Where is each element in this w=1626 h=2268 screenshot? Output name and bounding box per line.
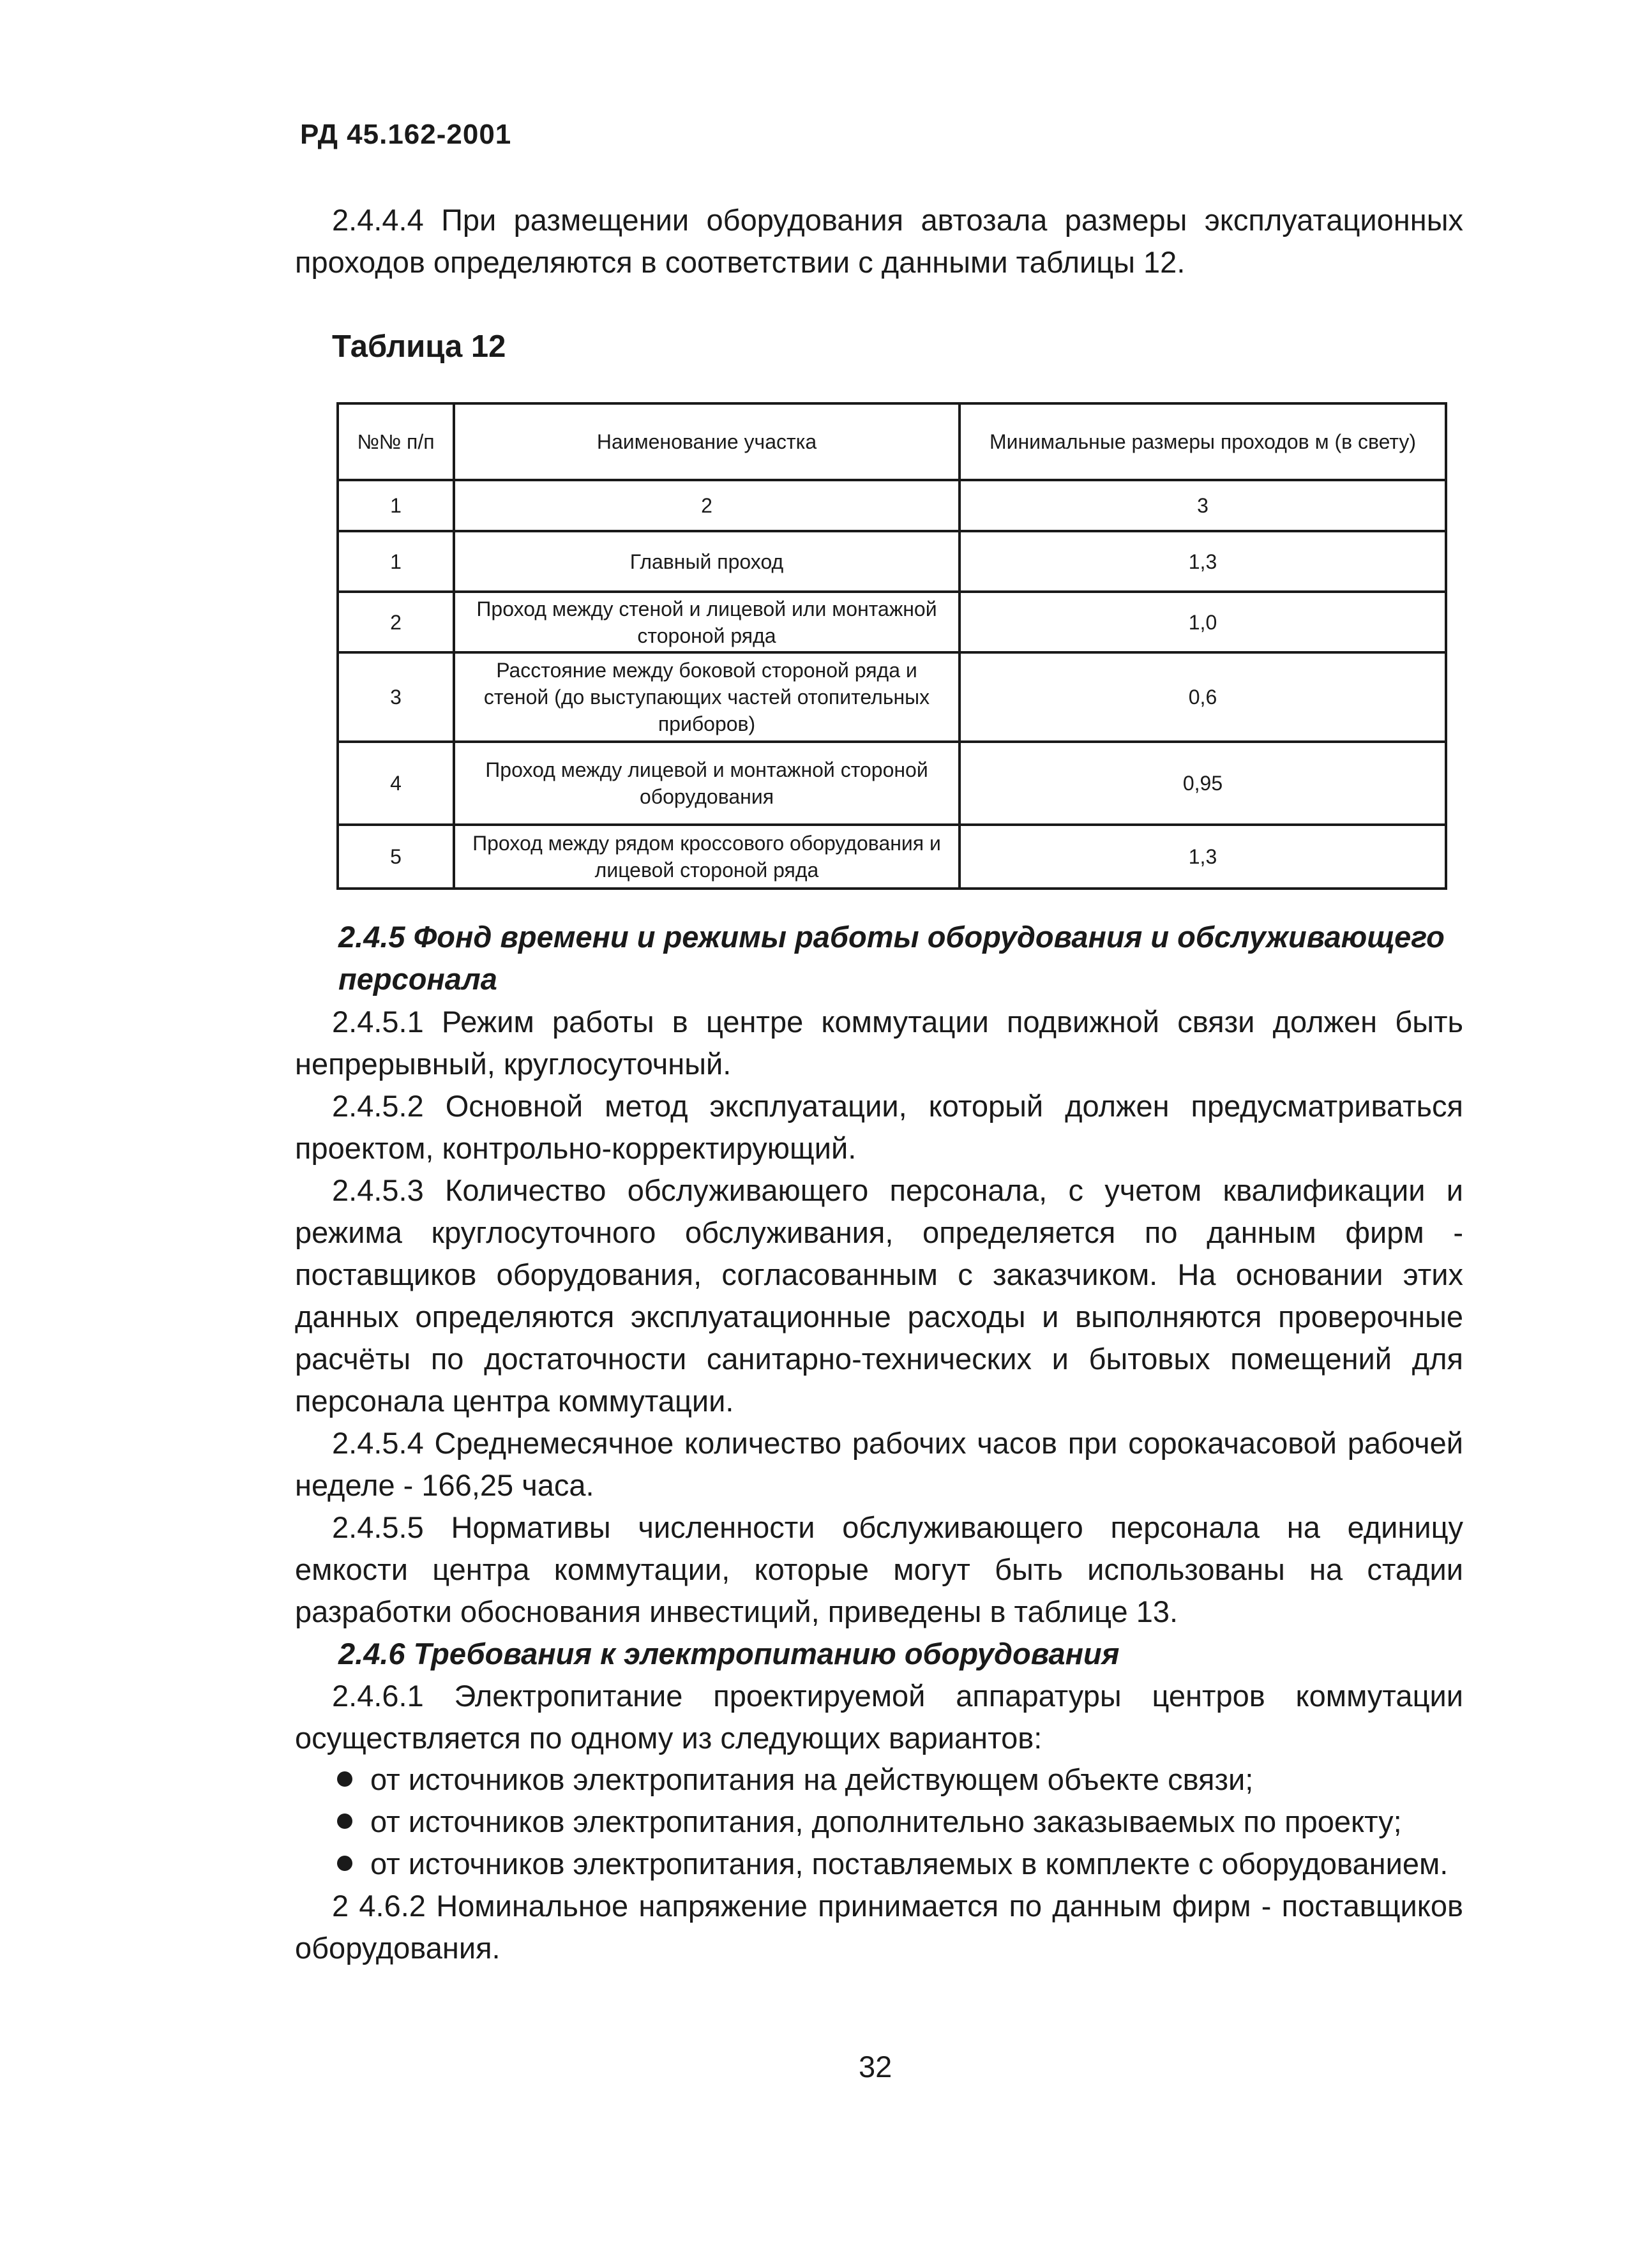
header-min-size: Минимальные размеры проходов м (в свету) bbox=[960, 403, 1446, 480]
table-cell: 1 bbox=[338, 480, 454, 531]
page-number: 32 bbox=[859, 2050, 892, 2084]
passage-sizes-table bbox=[336, 402, 1447, 890]
paragraph-2-4-4-4: 2.4.4.4 При размещении оборудования автозала размеры эксплуатационных проходов определяются в соответствии с данными таблицы 12. bbox=[295, 203, 1463, 279]
table-row bbox=[338, 531, 1446, 592]
table-cell: 3 bbox=[338, 652, 454, 742]
header-section-name: Наименование участка bbox=[454, 403, 960, 480]
table-cell: Проход между лицевой и монтажной стороной оборудования bbox=[454, 742, 960, 825]
table-cell: Проход между рядом кроссового оборудования и лицевой стороной ряда bbox=[454, 825, 960, 889]
table-cell: 5 bbox=[338, 825, 454, 889]
paragraph-2-4-5-4: 2.4.5.4 Среднемесячное количество рабочих часов при сорокачасовой рабочей неделе - 166,25 часа. bbox=[295, 1426, 1463, 1502]
table-header-row bbox=[338, 403, 1446, 480]
paragraph-2-4-6-2: 2 4.6.2 Номинальное напряжение принимается по данным фирм - поставщиков оборудования. bbox=[295, 1889, 1463, 1965]
table-cell: 0,6 bbox=[960, 652, 1446, 742]
bullet-icon bbox=[337, 1771, 352, 1787]
table-cell: Главный проход bbox=[454, 531, 960, 592]
table-cell: 0,95 bbox=[960, 742, 1446, 825]
list-item: от источников электропитания, дополнительно заказываемых по проекту; bbox=[332, 1801, 1448, 1843]
section-heading-2-4-5: 2.4.5 Фонд времени и режимы работы оборудования и обслуживающего персонала bbox=[338, 920, 1445, 996]
paragraph-2-4-5-1: 2.4.5.1 Режим работы в центре коммутации подвижной связи должен быть непрерывный, круглосуточный. bbox=[295, 1005, 1463, 1081]
table-cell: 1 bbox=[338, 531, 454, 592]
list-item: от источников электропитания, поставляемых в комплекте с оборудованием. bbox=[332, 1843, 1448, 1885]
table-row bbox=[338, 742, 1446, 825]
power-options-list bbox=[332, 1759, 1448, 1885]
table-cell: 1,0 bbox=[960, 592, 1446, 652]
paragraph-2-4-5-5: 2.4.5.5 Нормативы численности обслуживающего персонала на единицу емкости центра коммутации, которые могут быть использованы на стадии разработки обоснования инвестиций, приведены в таблице 13. bbox=[295, 1510, 1463, 1628]
table-cell: 2 bbox=[454, 480, 960, 531]
paragraph-2-4-5-3: 2.4.5.3 Количество обслуживающего персонала, с учетом квалификации и режима круглосуточного обслуживания, определяется по данным фирм - поставщиков оборудования, согласованным с заказчиком. На основании этих данных определяются эксплуатационные расходы и выполняются проверочные расчёты по достаточности санитарно-технических и бытовых помещений для персонала центра коммутации. bbox=[295, 1173, 1463, 1418]
table-cell: Расстояние между боковой стороной ряда и стеной (до выступающих частей отопительных приборов) bbox=[454, 652, 960, 742]
section-heading-2-4-6: 2.4.6 Требования к электропитанию оборудования bbox=[338, 1637, 1120, 1671]
table-row bbox=[338, 592, 1446, 652]
table-cell: 2 bbox=[338, 592, 454, 652]
table-row bbox=[338, 652, 1446, 742]
table-cell: Проход между стеной и лицевой или монтажной стороной ряда bbox=[454, 592, 960, 652]
table-column-numbers-row bbox=[338, 480, 1446, 531]
table-caption: Таблица 12 bbox=[332, 329, 506, 364]
paragraph-2-4-5-2: 2.4.5.2 Основной метод эксплуатации, который должен предусматриваться проектом, контрольно-корректирующий. bbox=[295, 1089, 1463, 1165]
bullet-icon bbox=[337, 1814, 352, 1829]
list-item: от источников электропитания на действующем объекте связи; bbox=[332, 1759, 1448, 1801]
table-cell: 1,3 bbox=[960, 825, 1446, 889]
bullet-icon bbox=[337, 1856, 352, 1871]
paragraph-2-4-6-1: 2.4.6.1 Электропитание проектируемой аппаратуры центров коммутации осуществляется по одному из следующих вариантов: bbox=[295, 1679, 1463, 1755]
table-cell: 1,3 bbox=[960, 531, 1446, 592]
header-number: №№ п/п bbox=[338, 403, 454, 480]
table-cell: 3 bbox=[960, 480, 1446, 531]
table-row bbox=[338, 825, 1446, 889]
table-cell: 4 bbox=[338, 742, 454, 825]
document-code: РД 45.162-2001 bbox=[300, 119, 512, 150]
